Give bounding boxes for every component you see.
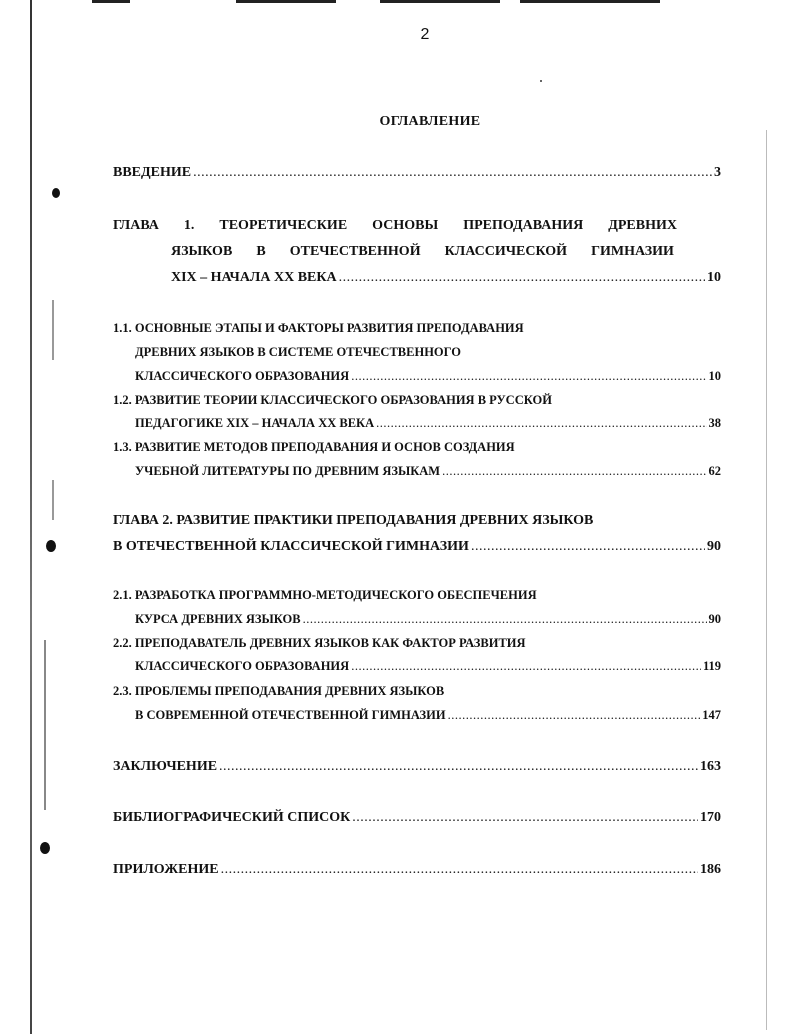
- toc-leader-dots: [442, 464, 706, 479]
- scan-top-mark: [380, 0, 500, 3]
- toc-leader-dots: [351, 369, 706, 384]
- toc-entry-page: 170: [700, 810, 721, 825]
- toc-leader-dots: [339, 270, 705, 286]
- toc-entry-page: 3: [714, 165, 721, 180]
- section-title: ПРЕПОДАВАТЕЛЬ ДРЕВНИХ ЯЗЫКОВ КАК ФАКТОР РАЗВИТИЯ: [134, 636, 526, 650]
- toc-entry-intro[interactable]: [113, 165, 721, 181]
- toc-leader-dots: [448, 708, 701, 723]
- toc-leader-dots: [303, 612, 707, 627]
- toc-entry-label: ЗАКЛЮЧЕНИЕ: [113, 759, 218, 774]
- chapter-title: ГЛАВА 2. РАЗВИТИЕ ПРАКТИКИ ПРЕПОДАВАНИЯ ДРЕВНИХ ЯЗЫКОВ: [113, 513, 594, 528]
- section-number: 1.3.: [113, 440, 132, 454]
- scan-top-mark: [520, 0, 660, 3]
- section-title: РАЗВИТИЕ ТЕОРИИ КЛАССИЧЕСКОГО ОБРАЗОВАНИЯ В РУССКОЙ: [134, 393, 552, 407]
- section-1-2-line2[interactable]: [135, 416, 721, 431]
- scan-top-mark: [92, 0, 130, 3]
- section-number: 1.1.: [113, 321, 132, 335]
- section-title: УЧЕБНОЙ ЛИТЕРАТУРЫ ПО ДРЕВНИМ ЯЗЫКАМ: [135, 464, 441, 478]
- toc-entry-page: 10: [708, 369, 721, 383]
- toc-entry-page: 186: [700, 862, 721, 877]
- toc-leader-dots: [352, 810, 698, 826]
- section-2-1-line2[interactable]: [135, 612, 721, 627]
- section-title: ПРОБЛЕМЫ ПРЕПОДАВАНИЯ ДРЕВНИХ ЯЗЫКОВ: [134, 684, 445, 698]
- chapter1-word: ПРЕПОДАВАНИЯ: [463, 218, 584, 233]
- toc-leader-dots: [193, 165, 712, 181]
- section-number: 1.2.: [113, 393, 132, 407]
- toc-entry-page: 38: [708, 416, 721, 430]
- chapter1-word: ГИМНАЗИИ: [591, 244, 674, 259]
- chapter1-word: ГЛАВА: [113, 218, 159, 233]
- chapter1-word: В: [256, 244, 266, 259]
- toc-entry-label: ПРИЛОЖЕНИЕ: [113, 862, 219, 877]
- section-1-2-line1[interactable]: [113, 393, 552, 408]
- chapter1-word: ТЕОРЕТИЧЕСКИЕ: [219, 218, 348, 233]
- chapter1-heading-line2[interactable]: [171, 244, 674, 260]
- section-number: 2.1.: [113, 588, 132, 602]
- chapter1-heading-line1[interactable]: [113, 218, 677, 234]
- chapter2-heading-line2[interactable]: [113, 539, 721, 555]
- scan-speck: [52, 480, 54, 520]
- scan-speck: [52, 300, 54, 360]
- chapter1-word: ОТЕЧЕСТВЕННОЙ: [289, 244, 421, 259]
- section-title: РАЗРАБОТКА ПРОГРАММНО-МЕТОДИЧЕСКОГО ОБЕСПЕЧЕНИЯ: [134, 588, 537, 602]
- chapter1-word: ДРЕВНИХ: [608, 218, 677, 233]
- section-title: ПЕДАГОГИКЕ XIX – НАЧАЛА XX ВЕКА: [135, 416, 375, 430]
- scan-edge-right: [766, 130, 767, 1030]
- chapter1-word: ОСНОВЫ: [372, 218, 439, 233]
- punch-hole-mark: [40, 842, 50, 854]
- scan-speck: [540, 80, 542, 82]
- toc-entry-page: 62: [708, 464, 721, 478]
- scan-edge-left: [30, 0, 32, 1034]
- punch-hole-mark: [52, 188, 60, 198]
- section-number: 2.3.: [113, 684, 132, 698]
- section-2-2-line1[interactable]: [113, 636, 526, 651]
- section-1-1-line1[interactable]: [113, 321, 524, 336]
- scan-speck: [44, 640, 46, 810]
- toc-entry-page: 119: [702, 659, 721, 673]
- section-title: КЛАССИЧЕСКОГО ОБРАЗОВАНИЯ: [135, 369, 350, 383]
- section-1-3-line2[interactable]: [135, 464, 721, 479]
- toc-entry-conclusion[interactable]: [113, 759, 721, 775]
- section-title: КЛАССИЧЕСКОГО ОБРАЗОВАНИЯ: [135, 659, 350, 673]
- section-title: РАЗВИТИЕ МЕТОДОВ ПРЕПОДАВАНИЯ И ОСНОВ СОЗДАНИЯ: [134, 440, 515, 454]
- chapter1-word: ЯЗЫКОВ: [171, 244, 233, 259]
- toc-entry-appendix[interactable]: [113, 862, 721, 878]
- section-2-3-line2[interactable]: [135, 708, 721, 723]
- toc-entry-page: 90: [708, 612, 721, 626]
- toc-entry-bibliography[interactable]: [113, 810, 721, 826]
- toc-leader-dots: [471, 539, 705, 555]
- toc-entry-label: XIX – НАЧАЛА XX ВЕКА: [171, 270, 337, 285]
- section-1-3-line1[interactable]: [113, 440, 515, 455]
- section-2-3-line1[interactable]: [113, 684, 444, 699]
- toc-entry-page: 147: [702, 708, 721, 722]
- page-number: 2: [420, 26, 430, 43]
- toc-entry-label: ВВЕДЕНИЕ: [113, 165, 192, 180]
- toc-entry-page: 163: [700, 759, 721, 774]
- section-2-2-line2[interactable]: [135, 659, 721, 674]
- chapter1-heading-line3[interactable]: [171, 270, 721, 286]
- chapter2-heading-line1[interactable]: [113, 513, 593, 529]
- punch-hole-mark: [46, 540, 56, 552]
- toc-entry-label: БИБЛИОГРАФИЧЕСКИЙ СПИСОК: [113, 810, 351, 825]
- section-title: КУРСА ДРЕВНИХ ЯЗЫКОВ: [135, 612, 301, 626]
- toc-leader-dots: [351, 659, 701, 674]
- section-title: В СОВРЕМЕННОЙ ОТЕЧЕСТВЕННОЙ ГИМНАЗИИ: [135, 708, 446, 722]
- toc-leader-dots: [219, 759, 698, 775]
- toc-entry-page: 90: [707, 539, 721, 554]
- section-2-1-line1[interactable]: [113, 588, 537, 603]
- scan-top-mark: [236, 0, 336, 3]
- toc-leader-dots: [221, 862, 698, 878]
- chapter-title: В ОТЕЧЕСТВЕННОЙ КЛАССИЧЕСКОЙ ГИМНАЗИИ: [113, 539, 469, 554]
- section-1-1-line2[interactable]: [135, 345, 461, 360]
- section-number: 2.2.: [113, 636, 132, 650]
- chapter1-word: 1.: [183, 218, 195, 233]
- chapter1-word: КЛАССИЧЕСКОЙ: [444, 244, 568, 259]
- toc-leader-dots: [376, 416, 706, 431]
- toc-title: ОГЛАВЛЕНИЕ: [379, 114, 481, 129]
- toc-entry-page: 10: [707, 270, 721, 285]
- section-title: ОСНОВНЫЕ ЭТАПЫ И ФАКТОРЫ РАЗВИТИЯ ПРЕПОДАВАНИЯ: [134, 321, 524, 335]
- section-title: ДРЕВНИХ ЯЗЫКОВ В СИСТЕМЕ ОТЕЧЕСТВЕННОГО: [135, 345, 462, 359]
- section-1-1-line3[interactable]: [135, 369, 721, 384]
